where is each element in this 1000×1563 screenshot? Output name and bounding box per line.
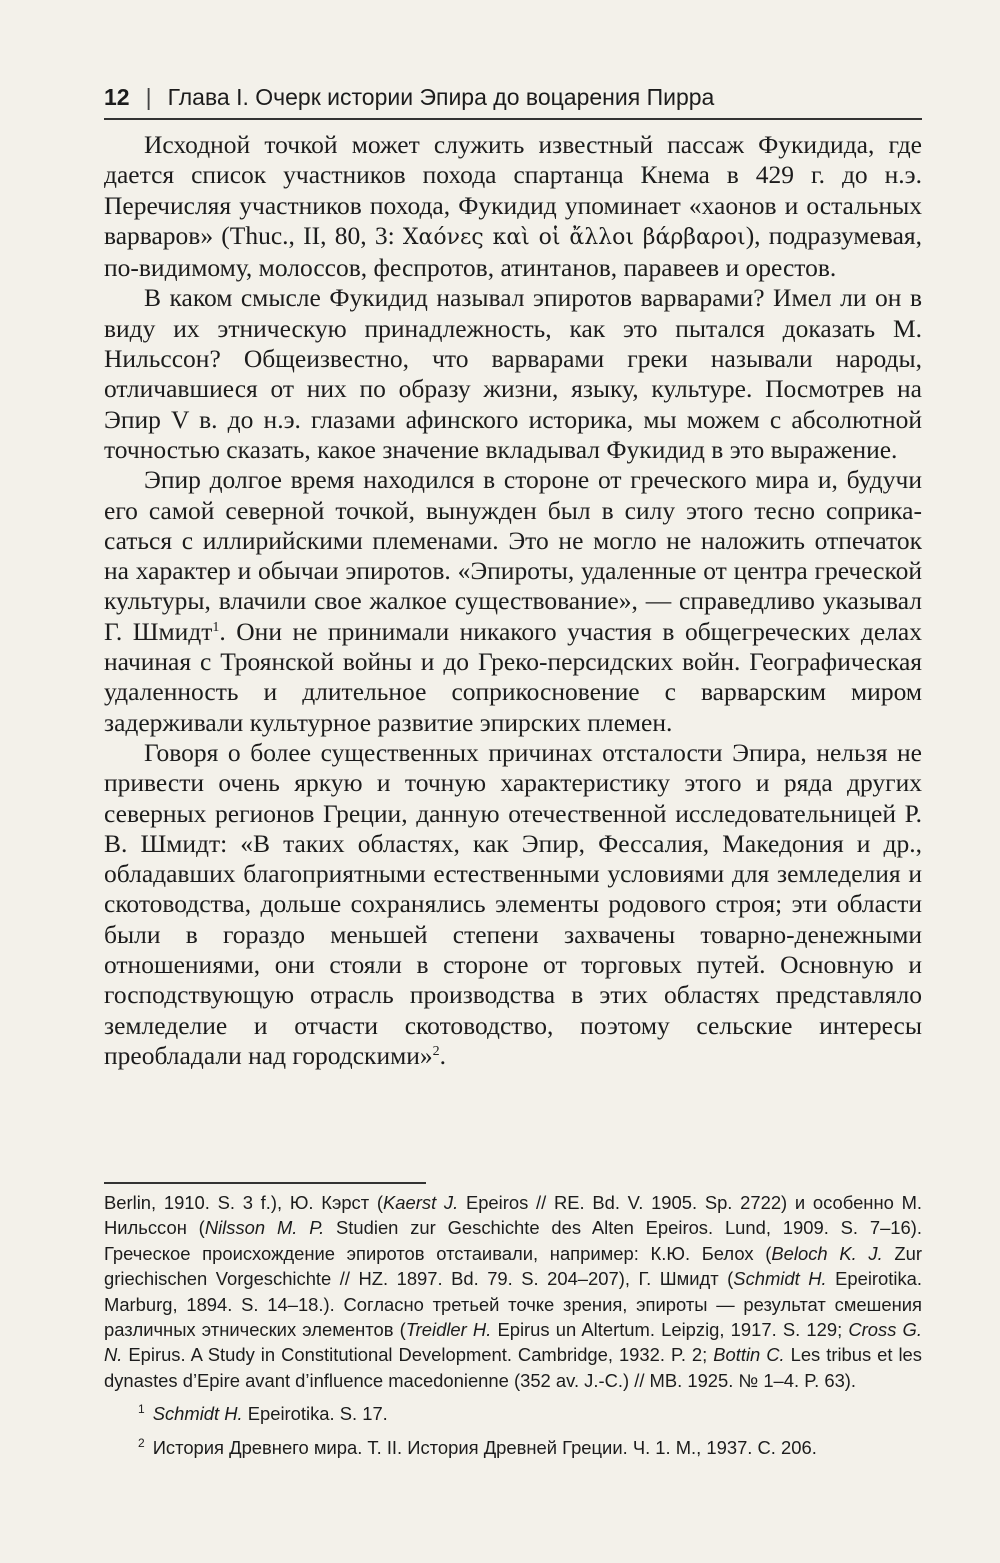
running-head-separator: | bbox=[145, 84, 152, 110]
footnote-ref-1[interactable]: 1 bbox=[212, 619, 220, 635]
paragraph-1-text-b: ), подразумевая, по-видимому, молоссов, феспротов, атинтанов, паравеев и орестов. bbox=[104, 220, 923, 283]
footnote-2-number: 2 bbox=[138, 1435, 145, 1450]
paragraph-1-text-a: Исходной точкой может служить известный пассаж Фукидида, где дается список участников похода спартанца Кнема в 429 г. до н.э. Перечисляя участников похода, Фукидид упоминает «хаонов и остальных варваров» (Thuc., II, 80, 3: bbox=[104, 130, 922, 250]
footnote-1-author: Schmidt H. bbox=[152, 1403, 243, 1425]
paragraph-4-text-b: . bbox=[439, 1040, 446, 1070]
footnote-1-text: Epeirotika. S. 17. bbox=[242, 1403, 388, 1425]
fn-cont-text: Zur griechischen Vorgeschichte // HZ. 1897. Bd. 79. S. 204–207), Г. Шмидт ( bbox=[104, 1242, 922, 1290]
footnote-2-text: История Древнего мира. Т. II. История Древней Греции. Ч. 1. М., 1937. С. 206. bbox=[152, 1436, 817, 1458]
fn-cont-author: Schmidt H. bbox=[733, 1268, 827, 1290]
greek-quote: Χαόνες καὶ οἱ ἄλλοι βάρβαροι bbox=[402, 224, 746, 250]
fn-cont-author: Nilsson M. P. bbox=[204, 1217, 325, 1239]
footnote-1-number: 1 bbox=[138, 1402, 145, 1417]
fn-cont-text: Epirus un Altertum. Leipzig, 1917. S. 129; bbox=[491, 1319, 849, 1341]
footnote-continuation bbox=[104, 1190, 922, 1393]
fn-cont-author: Cross G. N. bbox=[104, 1319, 922, 1366]
paragraph-1 bbox=[104, 130, 922, 283]
fn-cont-author: Beloch K. J. bbox=[771, 1242, 883, 1264]
fn-cont-text: Epeirotika. Marburg, 1894. S. 14–18.). Согласно третьей точке зрения, эпироты — результат смешения различных этнических элементов ( bbox=[104, 1268, 923, 1341]
fn-cont-text: Epirus. A Study in Constitutional Development. Cambridge, 1932. P. 2; bbox=[122, 1344, 714, 1366]
fn-cont-text: Studien zur Geschichte des Alten Epeiros. Lund, 1909. S. 7–16). Греческое происхождение эпиротов отстаивали, например: К.Ю. Белох ( bbox=[104, 1217, 922, 1264]
fn-cont-text: Les tribus et les dynastes d’Epire avant d’influence macedonienne (352 av. J.-C.) // MB. 1925. № 1–4. P. 63). bbox=[104, 1344, 922, 1391]
fn-cont-text: Epeiros // RE. Bd. V. 1905. Sp. 2722) и особенно М. Нильссон ( bbox=[104, 1192, 923, 1239]
fn-cont-text: Berlin, 1910. S. 3 f.), Ю. Кэрст ( bbox=[104, 1192, 384, 1213]
running-head bbox=[104, 82, 922, 112]
fn-cont-author: Treidler H. bbox=[405, 1319, 492, 1341]
footnote-ref-2[interactable]: 2 bbox=[432, 1043, 440, 1059]
footnote-1 bbox=[104, 1401, 922, 1426]
paragraph-4-text-a: Говоря о более существенных причинах отсталости Эпира, нельзя не привести очень яркую и точную характеристику этого и ряда других северных регионов Греции, данную отечественной исследовательницей Р. В. Шмидт: «В таких областях, как Эпир, Фессалия, Македония и др., обладавших благоприятными естественными условиями для земледелия и скотоводства, дольше сохранялись элементы родового строя; эти области были в гораздо меньшей степени захвачены товарно-денежными отношениями, они стояли в стороне от торговых путей. Основную и господствующую отрасль производства в этих областях представляло земледелие и отчасти скотоводство, поэтому сельские интересы преобладали над городскими» bbox=[104, 737, 922, 1070]
footnotes bbox=[104, 1190, 922, 1460]
chapter-title: Глава I. Очерк истории Эпира до воцарения Пирра bbox=[167, 84, 715, 110]
paragraph-3-text-a: Эпир долгое время находился в стороне от греческого мира и, будучи его самой северной точкой, вынужден был в силу этого тесно соприкасаться с иллирийскими племенами. Это не могло не наложить отпечаток на характер и обычаи эпиротов. «Эпироты, удаленные от центра греческой культуры, влачили свое жалкое существование», — справедливо указывал Г. Шмидт bbox=[104, 465, 922, 646]
footnote-rule bbox=[104, 1182, 426, 1184]
header-rule bbox=[104, 118, 922, 120]
fn-cont-author: Kaerst J. bbox=[383, 1192, 459, 1213]
main-text bbox=[104, 130, 922, 1071]
paragraph-2: В каком смысле Фукидид называл эпиротов варварами? Имел ли он в виду их этническую принадлежность, как это пытался доказать М. Нильссон? Общеизвестно, что варварами греки называли народы, отличавшиеся от них по образу жизни, языку, культуре. Посмотрев на Эпир V в. до н.э. глазами афинского историка, мы можем с абсолютной точностью сказать, какое значение вкладывал Фукидид в это выражение. bbox=[104, 283, 922, 464]
fn-cont-author: Bottin C. bbox=[713, 1344, 785, 1366]
paragraph-3 bbox=[104, 465, 922, 738]
paragraph-4 bbox=[104, 738, 922, 1071]
paragraph-3-text-b: . Они не принимали никакого участия в общегреческих делах начиная с Троянской войны и до Греко-персидских войн. Географическая удаленность и длительное соприкосновение с варварским миром задерживали культурное развитие эпирских племен. bbox=[104, 616, 922, 737]
footnote-2 bbox=[104, 1435, 922, 1460]
page-number: 12 bbox=[104, 84, 130, 110]
